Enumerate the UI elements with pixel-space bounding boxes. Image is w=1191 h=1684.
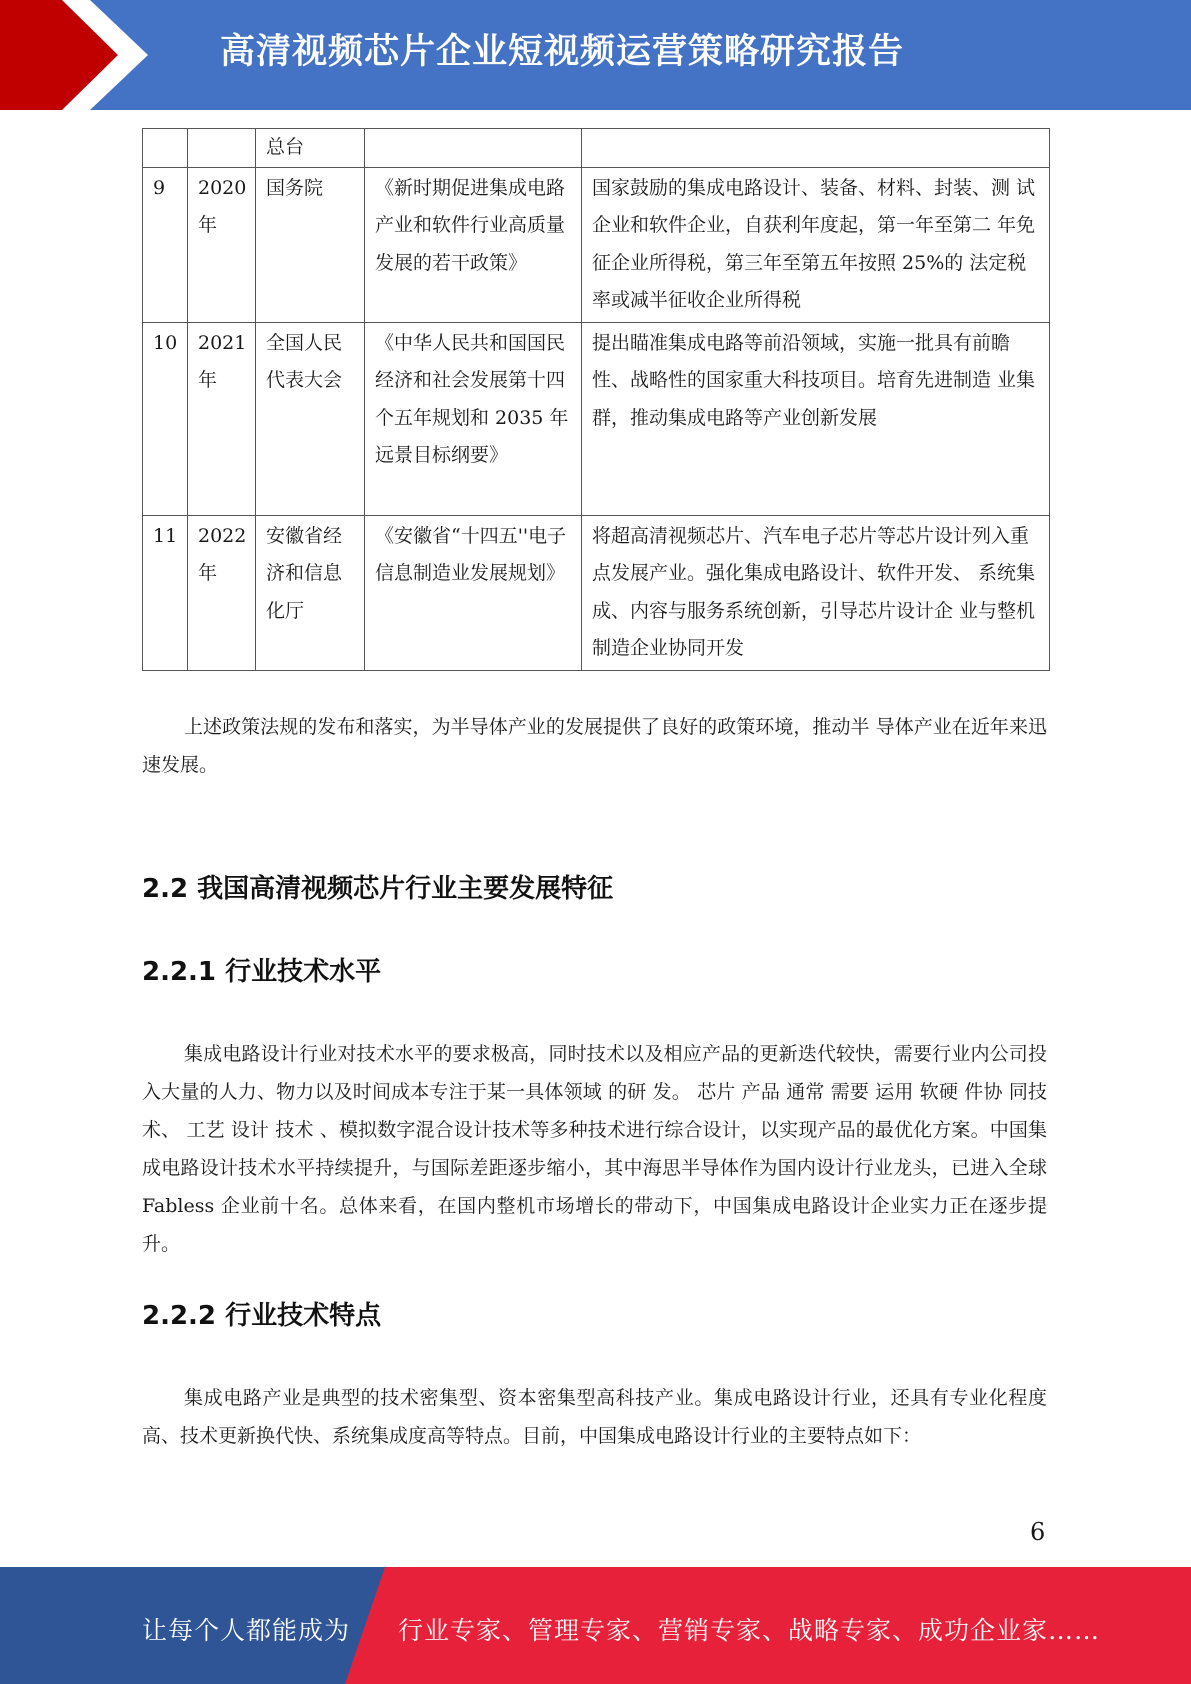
table-cell-year <box>188 129 256 168</box>
table-cell-document: 《新时期促进集成电路产业和软件行业高质量发展的若干政策》 <box>365 167 582 322</box>
table-cell-content: 将超高清视频芯片、汽车电子芯片等芯片设计列入重点发展产业。强化集成电路设计、软件开发、 系统集成、内容与服务系统创新，引导芯片设计企 业与整机制造企业协同开发 <box>582 515 1050 670</box>
footer-slogan-left: 让每个人都能成为 <box>142 1616 351 1645</box>
section-heading-2-2-2: 2.2.2 行业技术特点 <box>142 1301 382 1331</box>
table-row <box>143 515 1050 670</box>
table-row <box>143 129 1050 168</box>
table-cell-issuer: 国务院 <box>256 167 365 322</box>
report-title: 高清视频芯片企业短视频运营策略研究报告 <box>220 32 905 72</box>
section-heading-2-2: 2.2 我国高清视频芯片行业主要发展特征 <box>142 874 614 904</box>
page-number: 6 <box>1030 1518 1046 1546</box>
section-heading-2-2-1: 2.2.1 行业技术水平 <box>142 957 382 987</box>
table-cell-year: 2020年 <box>188 167 256 322</box>
table-cell-issuer: 总台 <box>256 129 365 168</box>
table-cell-document: 《安徽省“十四五''电子信息制造业发展规划》 <box>365 515 582 670</box>
table-cell-content <box>582 129 1050 168</box>
table-cell-year: 2022年 <box>188 515 256 670</box>
table-row <box>143 322 1050 515</box>
table-cell-no <box>143 129 188 168</box>
table-cell-document: 《中华人民共和国国民经济和社会发展第十四个五年规划和 2035 年远景目标纲要》 <box>365 322 582 515</box>
table-cell-document <box>365 129 582 168</box>
table-cell-year: 2021年 <box>188 322 256 515</box>
table-cell-no: 9 <box>143 167 188 322</box>
technology-level-paragraph: 集成电路设计行业对技术水平的要求极高，同时技术以及相应产品的更新迭代较快，需要行业内公司投入大量的人力、物力以及时间成本专注于某一具体领域 的研 发。 芯片 产品 通常 需要 运用 软硬 件协 同技 术、 工艺 设计 技术 、模拟数字混合设计技术等多种技术进行综合设计，以实现产品的最优化方案。中国集成电路设计技术水平持续提升，与国际差距逐步缩小，其中海思半导体作为国内设计行业龙头，已进入全球 Fabless 企业前十名。总体来看，在国内整机市场增长的带动下，中国集成电路设计企业实力正在逐步提升。 <box>142 1043 1047 1255</box>
policy-table <box>142 128 1050 671</box>
table-cell-no: 11 <box>143 515 188 670</box>
summary-paragraph: 上述政策法规的发布和落实，为半导体产业的发展提供了良好的政策环境，推动半 导体产业在近年来迅速发展。 <box>142 716 1047 776</box>
table-row <box>143 167 1050 322</box>
table-cell-content: 提出瞄准集成电路等前沿领域，实施一批具有前瞻性、战略性的国家重大科技项目。培育先进制造 业集群，推动集成电路等产业创新发展 <box>582 322 1050 515</box>
technology-features-paragraph: 集成电路产业是典型的技术密集型、资本密集型高科技产业。集成电路设计行业，还具有专业化程度高、技术更新换代快、系统集成度高等特点。目前，中国集成电路设计行业的主要特点如下： <box>142 1387 1047 1447</box>
table-cell-issuer: 全国人民代表大会 <box>256 322 365 515</box>
table-cell-issuer: 安徽省经济和信息化厅 <box>256 515 365 670</box>
table-cell-content: 国家鼓励的集成电路设计、装备、材料、封装、测 试企业和软件企业，自获利年度起，第一年至第二 年免征企业所得税，第三年至第五年按照 25%的 法定税率或减半征收企业所得税 <box>582 167 1050 322</box>
header-band <box>0 0 1191 110</box>
footer-slogan-right: 行业专家、管理专家、营销专家、战略专家、成功企业家…… <box>398 1616 1101 1645</box>
footer-band <box>0 1567 1191 1684</box>
table-cell-no: 10 <box>143 322 188 515</box>
